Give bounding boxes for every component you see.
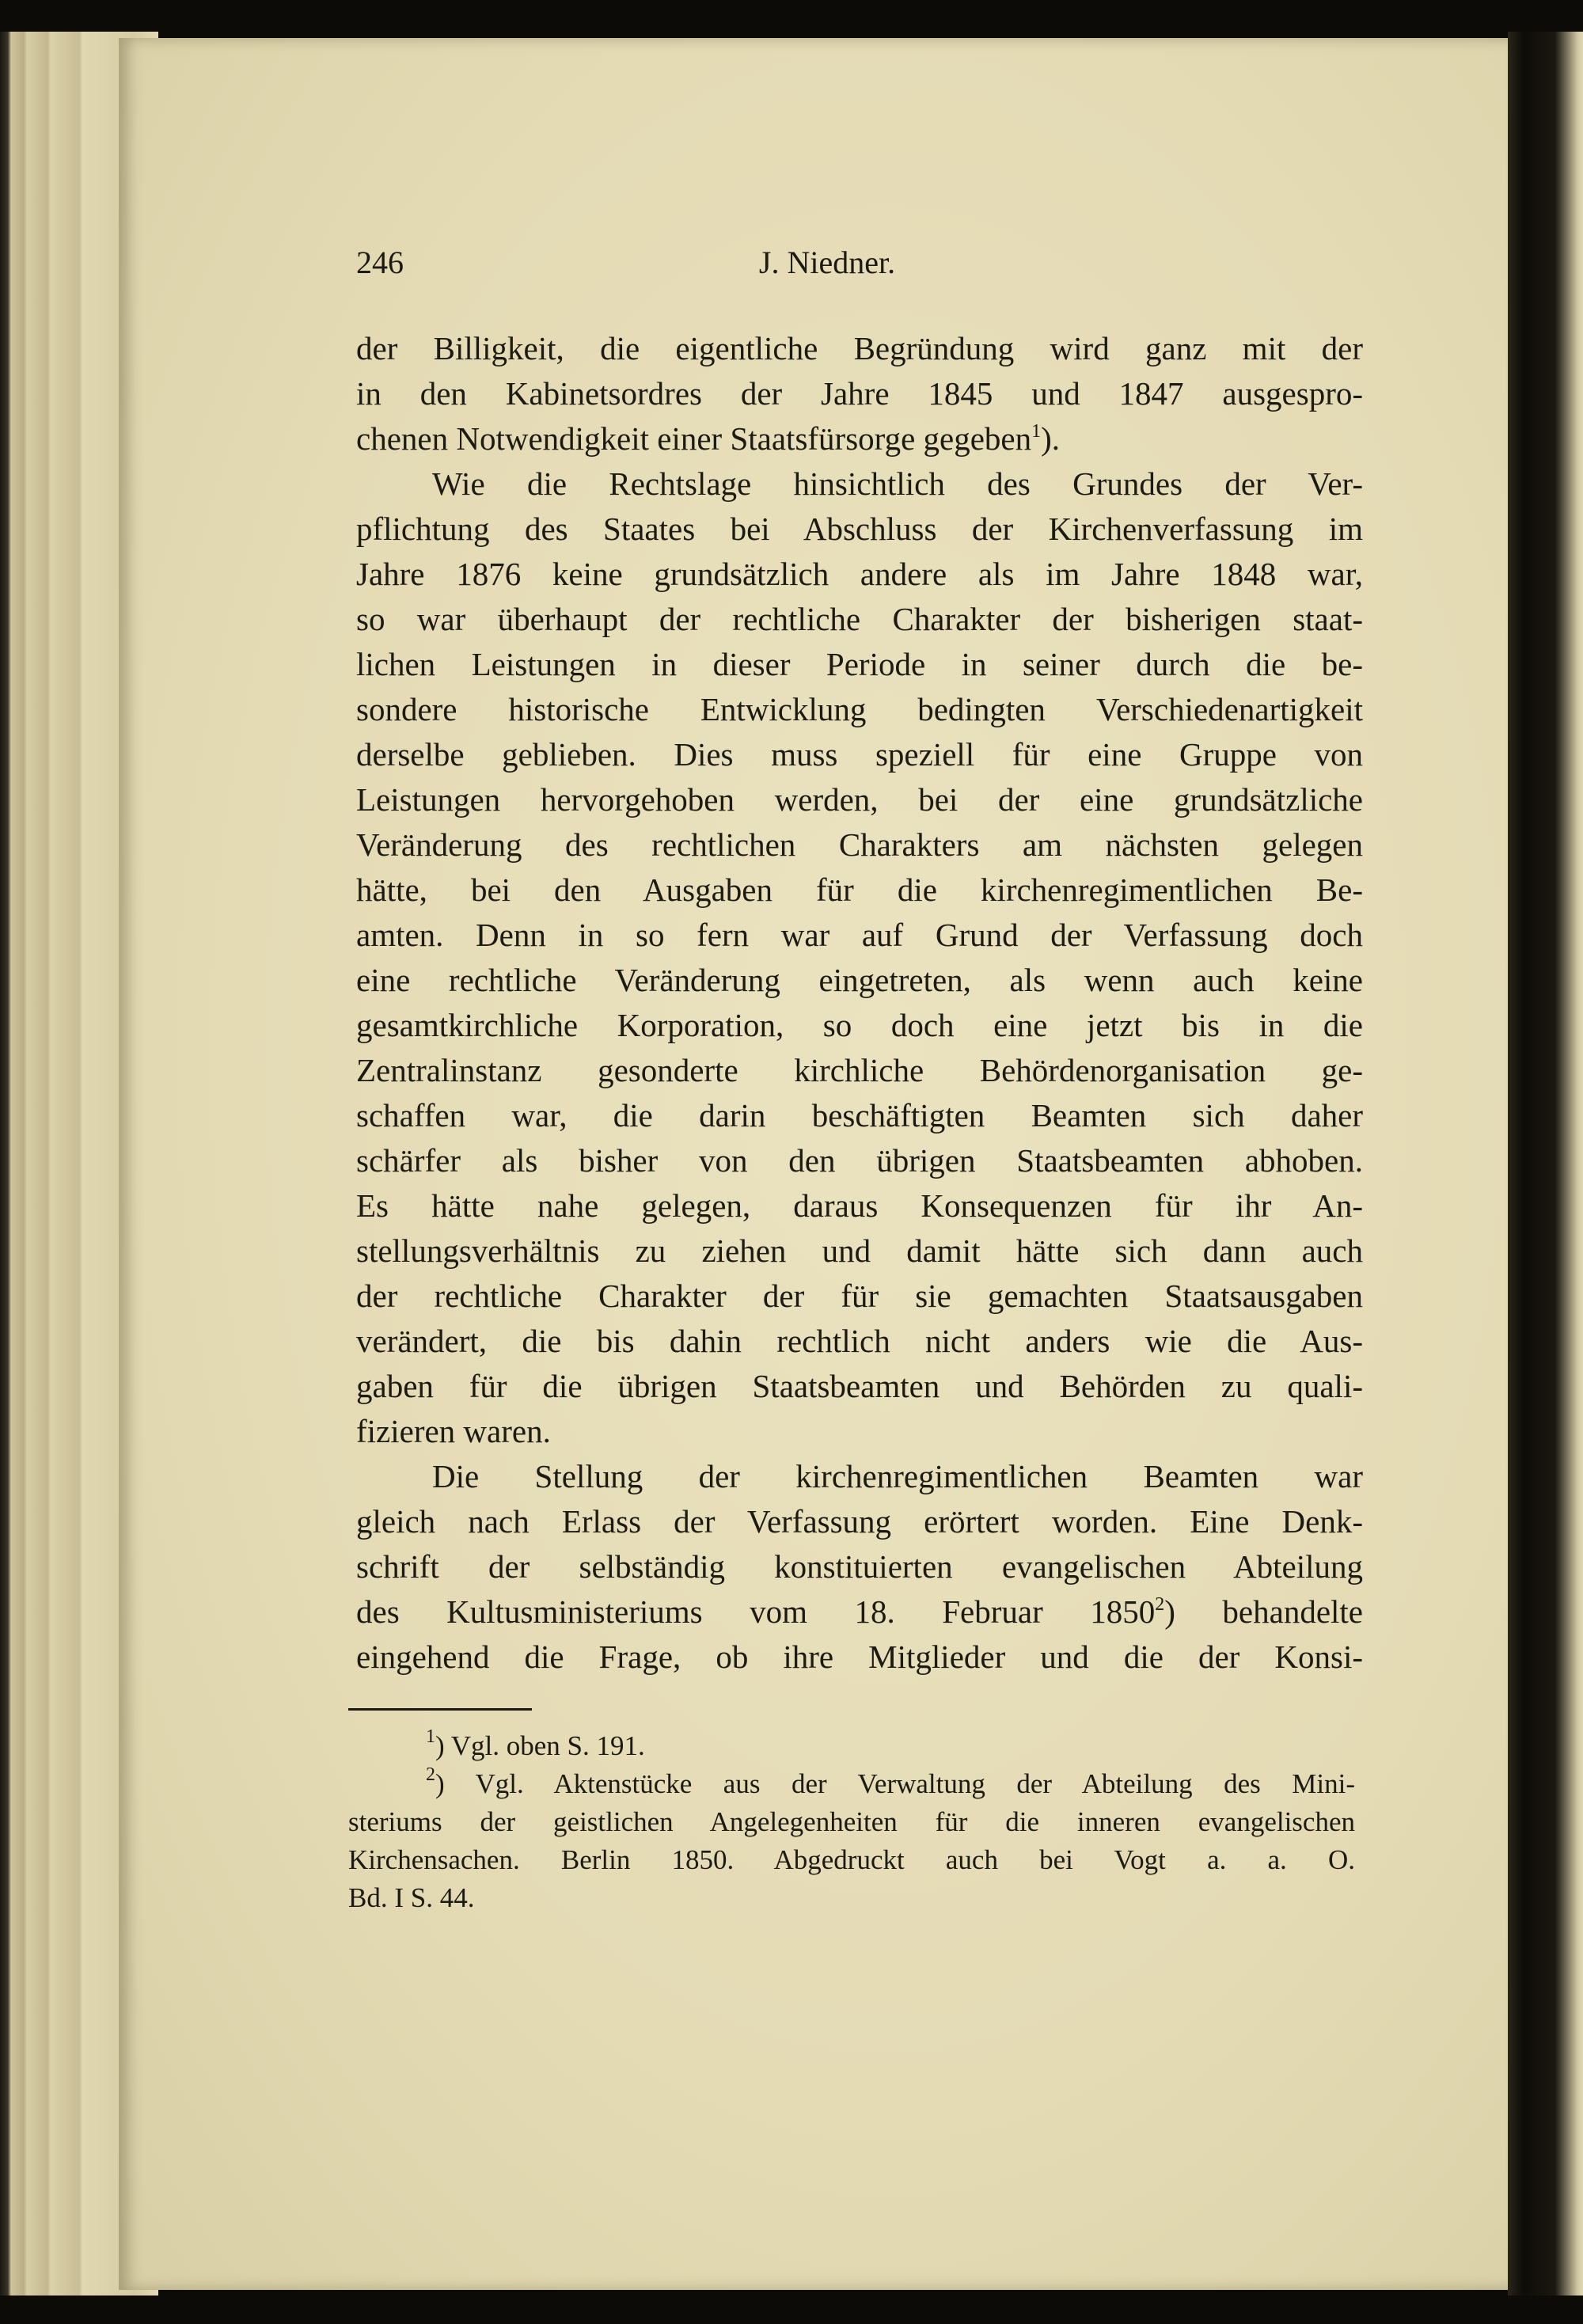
- footnote-rule: [348, 1708, 532, 1711]
- line-text: so war überhaupt der rechtliche Charakter der bisherigen staat-: [356, 601, 1363, 637]
- line-text: hätte, bei den Ausgaben für die kirchenregimentlichen Be-: [356, 872, 1363, 908]
- text-line: [356, 687, 1363, 732]
- line-text: chenen Notwendigkeit einer Staatsfürsorge gegeben: [356, 420, 1032, 457]
- line-text: stellungsverhältnis zu ziehen und damit hätte sich dann auch: [356, 1232, 1363, 1269]
- line-text: schaffen war, die darin beschäftigten Beamten sich daher: [356, 1097, 1363, 1134]
- footnote-marker: 2: [426, 1764, 435, 1785]
- text-line: [356, 1003, 1363, 1048]
- line-text: Die Stellung der kirchenregimentlichen Beamten war: [432, 1458, 1363, 1494]
- text-line: [356, 1183, 1363, 1228]
- text-line: [356, 1274, 1363, 1319]
- line-text: eingehend die Frage, ob ihre Mitglieder und die der Konsi-: [356, 1639, 1363, 1675]
- text-line: [356, 371, 1363, 416]
- text-line: [356, 1048, 1363, 1093]
- text-line: [356, 642, 1363, 687]
- text-line: [356, 1093, 1363, 1138]
- text-line: [356, 416, 1363, 461]
- text-line: [356, 1589, 1363, 1635]
- line-text: Veränderung des rechtlichen Charakters am nächsten gelegen: [356, 826, 1363, 863]
- line-text: des Kultusministeriums vom 18. Februar 1850: [356, 1593, 1156, 1630]
- footnote-line: [348, 1765, 1355, 1803]
- line-text: schärfer als bisher von den übrigen Staatsbeamten abhoben.: [356, 1142, 1363, 1179]
- line-text: Wie die Rechtslage hinsichtlich des Grundes der Ver-: [432, 465, 1363, 502]
- text-line: [356, 461, 1363, 507]
- text-line: [356, 822, 1363, 868]
- line-text: pflichtung des Staates bei Abschluss der Kirchenverfassung im: [356, 511, 1363, 547]
- text-line: [356, 1499, 1363, 1544]
- text-line: [356, 732, 1363, 777]
- line-text: sondere historische Entwicklung bedingten Verschiedenartigkeit: [356, 691, 1363, 727]
- line-text: Jahre 1876 keine grundsätzlich andere als im Jahre 1848 war,: [356, 556, 1363, 592]
- line-text: gaben für die übrigen Staatsbeamten und Behörden zu quali-: [356, 1368, 1363, 1404]
- text-line: [356, 1364, 1363, 1409]
- line-text: ) Vgl. Aktenstücke aus der Verwaltung der Abteilung des Mini-: [435, 1768, 1355, 1799]
- line-text-tail: ).: [1041, 420, 1061, 457]
- line-text: Leistungen hervorgehoben werden, bei der eine grundsätzliche: [356, 781, 1363, 818]
- line-text: der rechtliche Charakter der für sie gemachten Staatsausgaben: [356, 1278, 1363, 1314]
- line-text: Zentralinstanz gesonderte kirchliche Behördenorganisation ge-: [356, 1052, 1363, 1088]
- line-text: fizieren waren.: [356, 1413, 551, 1449]
- text-line: [356, 958, 1363, 1003]
- footnotes: [348, 1727, 1355, 1917]
- text-line: [356, 1138, 1363, 1183]
- line-text: lichen Leistungen in dieser Periode in seiner durch die be-: [356, 646, 1363, 682]
- body-text: [356, 326, 1363, 1680]
- line-text: gleich nach Erlass der Verfassung erörtert worden. Eine Denk-: [356, 1503, 1363, 1540]
- line-text: Es hätte nahe gelegen, daraus Konsequenzen für ihr An-: [356, 1187, 1363, 1224]
- text-line: [356, 1454, 1363, 1499]
- line-text: schrift der selbständig konstituierten evangelischen Abteilung: [356, 1548, 1363, 1585]
- footnote-line: [348, 1803, 1355, 1841]
- footnote-line: [348, 1727, 1355, 1765]
- text-line: [356, 326, 1363, 371]
- text-line: [356, 1319, 1363, 1364]
- text-line: [356, 1544, 1363, 1589]
- line-text: Kirchensachen. Berlin 1850. Abgedruckt auch bei Vogt a. a. O.: [348, 1844, 1355, 1875]
- line-text: amten. Denn in so fern war auf Grund der Verfassung doch: [356, 917, 1363, 953]
- line-text: eine rechtliche Veränderung eingetreten, als wenn auch keine: [356, 962, 1363, 998]
- line-text: Bd. I S. 44.: [348, 1882, 475, 1913]
- text-line: [356, 507, 1363, 552]
- text-line: [356, 913, 1363, 958]
- text-line: [356, 1228, 1363, 1274]
- line-text: gesamtkirchliche Korporation, so doch eine jetzt bis in die: [356, 1007, 1363, 1043]
- line-text: verändert, die bis dahin rechtlich nicht anders wie die Aus-: [356, 1323, 1363, 1359]
- text-line: [356, 777, 1363, 822]
- text-line: [356, 597, 1363, 642]
- footnote-line: [348, 1879, 1355, 1917]
- text-line: [356, 1409, 1363, 1454]
- footnote-reference: 1: [1031, 421, 1042, 442]
- line-text: steriums der geistlichen Angelegenheiten für die inneren evangelischen: [348, 1806, 1355, 1837]
- running-head: J. Niedner.: [758, 245, 896, 280]
- footnote-marker: 1: [426, 1726, 435, 1747]
- line-text: ) Vgl. oben S. 191.: [435, 1730, 645, 1761]
- line-text: in den Kabinetsordres der Jahre 1845 und 1847 ausgespro-: [356, 375, 1363, 412]
- page-header: [356, 244, 1361, 283]
- line-text: der Billigkeit, die eigentliche Begründung wird ganz mit der: [356, 330, 1363, 366]
- text-line: [356, 1635, 1363, 1680]
- footnote-line: [348, 1841, 1355, 1879]
- text-line: [356, 868, 1363, 913]
- line-text-tail: ) behandelte: [1164, 1593, 1363, 1630]
- text-line: [356, 552, 1363, 597]
- line-text: derselbe geblieben. Dies muss speziell für eine Gruppe von: [356, 736, 1363, 773]
- facing-page-edge: [1508, 32, 1583, 2296]
- page-number: 246: [356, 245, 404, 280]
- footnote-reference: 2: [1155, 1594, 1165, 1615]
